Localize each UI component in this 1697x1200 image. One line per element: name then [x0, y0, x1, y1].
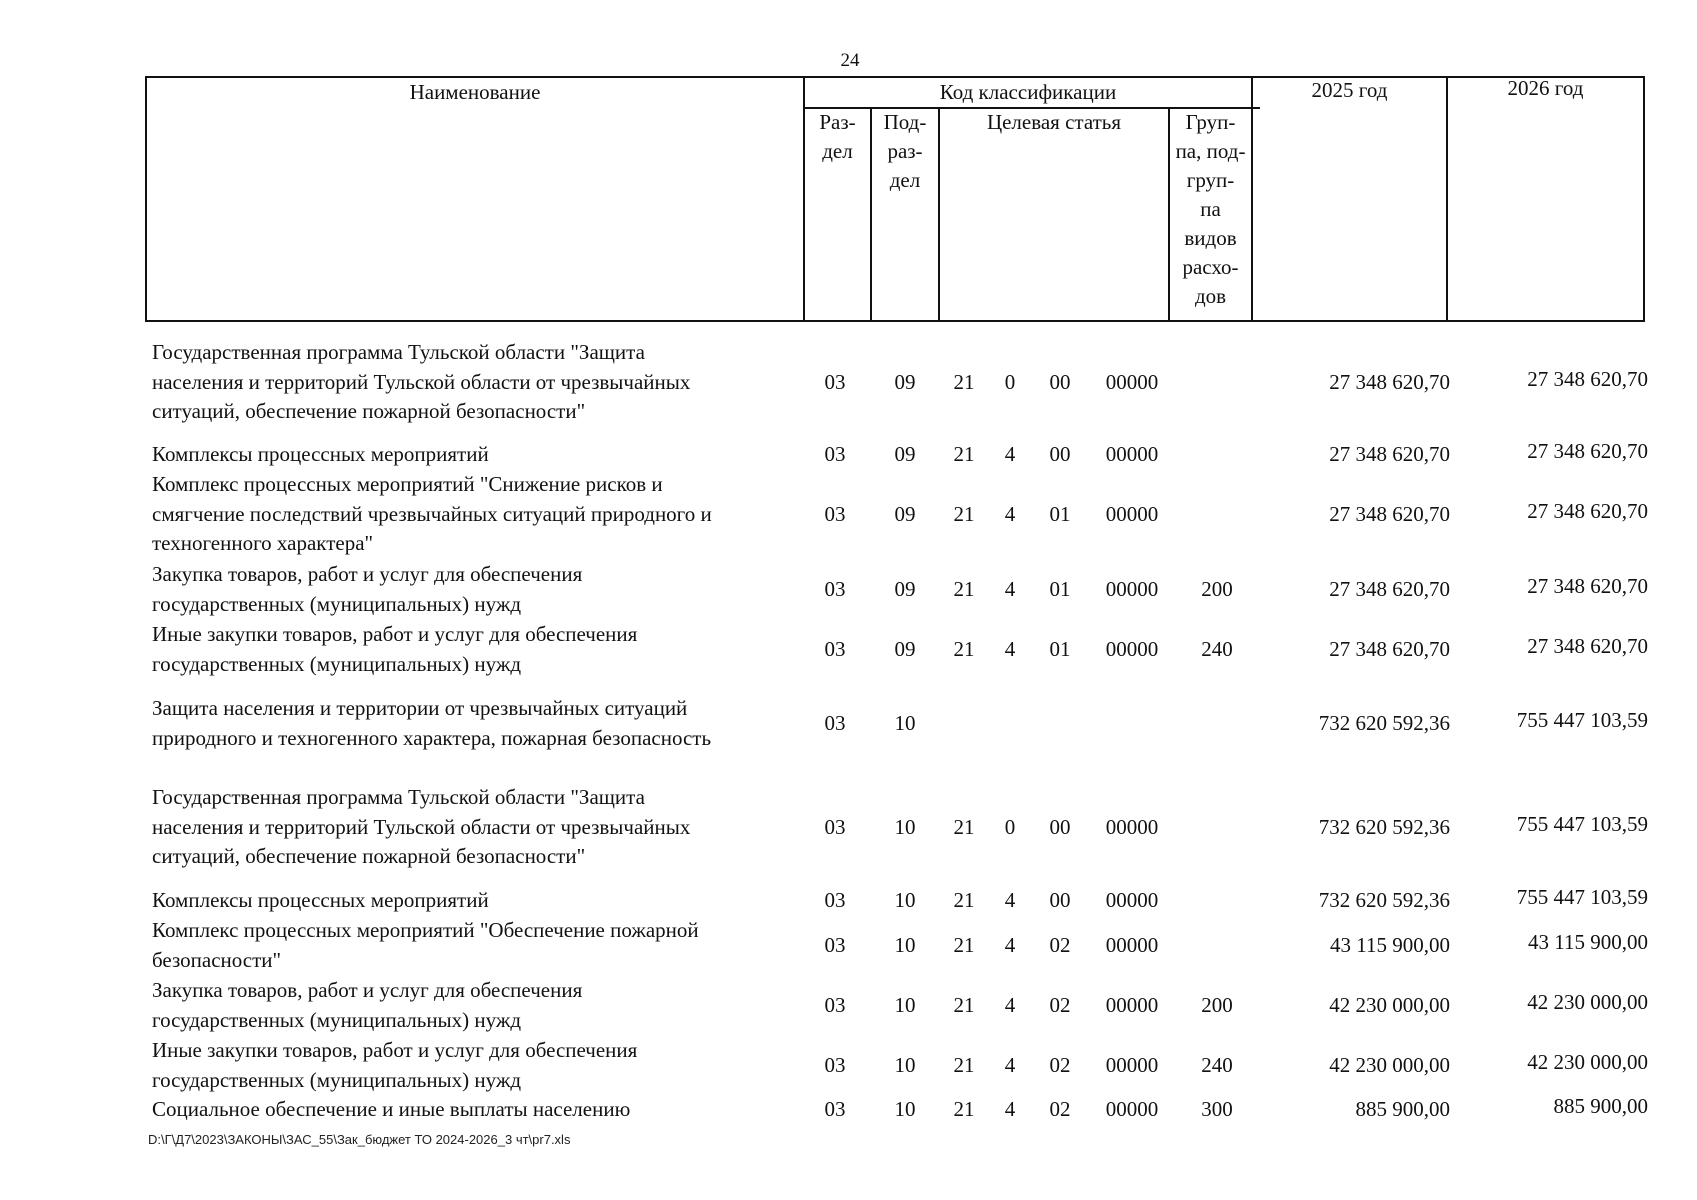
- divider: [1251, 78, 1253, 320]
- cell-amount-2025: 885 900,00: [1355, 1097, 1450, 1122]
- cell-target-main: 01: [1049, 577, 1071, 601]
- cell-target-subprogram: 4: [1004, 501, 1016, 526]
- cell-target-direction: 00000: [1105, 993, 1159, 1017]
- cell-amount-2026: 43 115 900,00: [1528, 930, 1648, 954]
- cell-amount-2025: 732 620 592,36: [1318, 711, 1450, 735]
- page-number: 24: [840, 50, 860, 71]
- cell-target-program: 21: [953, 442, 975, 467]
- cell-name: [152, 976, 802, 1035]
- cell-name-line: смягчение последствий чрезвычайных ситуаций природного и: [152, 501, 712, 526]
- cell-name-line: населения и территорий Тульской области от чрезвычайных: [152, 369, 691, 394]
- cell-subsection: 09: [894, 501, 916, 526]
- cell-target-main: 00: [1049, 888, 1071, 913]
- cell-subsection: 10: [894, 814, 916, 839]
- table-header: [145, 76, 1645, 322]
- cell-amount-2025: 42 230 000,00: [1329, 993, 1450, 1017]
- cell-target-main: 02: [1049, 1097, 1071, 1122]
- cell-name-line: населения и территорий Тульской области от чрезвычайных: [152, 814, 691, 839]
- header-name: Наименование: [409, 80, 541, 104]
- cell-target-subprogram: 4: [1004, 1097, 1016, 1122]
- cell-subsection: 10: [894, 993, 916, 1017]
- cell-target-main: 00: [1049, 369, 1071, 394]
- cell-target-direction: 00000: [1105, 1053, 1159, 1077]
- cell-target-direction: 00000: [1105, 577, 1159, 601]
- cell-section: 03: [824, 442, 846, 467]
- cell-amount-2026: 42 230 000,00: [1527, 990, 1648, 1014]
- cell-amount-2025: 27 348 620,70: [1329, 637, 1450, 661]
- cell-name-line: ситуаций, обеспечение пожарной безопасности": [152, 844, 586, 868]
- cell-amount-2026: 27 348 620,70: [1527, 574, 1648, 598]
- divider: [1446, 78, 1448, 320]
- cell-target-main: 00: [1049, 442, 1071, 467]
- cell-amount-2026: 885 900,00: [1553, 1094, 1648, 1119]
- cell-name: [152, 916, 802, 975]
- cell-target-program: 21: [953, 814, 975, 839]
- cell-expense-group: 240: [1201, 637, 1233, 661]
- cell-name-line: Закупка товаров, работ и услуг для обеспечения: [152, 562, 583, 586]
- cell-amount-2025: 42 230 000,00: [1329, 1053, 1450, 1077]
- cell-amount-2026: 755 447 103,59: [1516, 885, 1648, 910]
- cell-name-line: техногенного характера": [152, 531, 374, 555]
- cell-name: [152, 470, 802, 559]
- cell-expense-group: 300: [1201, 1097, 1233, 1122]
- cell-target-program: 21: [953, 369, 975, 394]
- cell-subsection: 09: [894, 577, 916, 601]
- cell-section: 03: [824, 993, 846, 1017]
- cell-name: [152, 440, 802, 470]
- cell-target-direction: 00000: [1105, 442, 1159, 467]
- cell-name: [152, 620, 802, 679]
- cell-name-line: государственных (муниципальных) нужд: [152, 591, 522, 616]
- cell-amount-2025: 732 620 592,36: [1318, 888, 1450, 913]
- header-year-2025: 2025 год: [1311, 78, 1388, 102]
- cell-amount-2025: 27 348 620,70: [1329, 577, 1450, 601]
- header-subsection: Под- раз- дел: [883, 110, 927, 192]
- cell-target-subprogram: 0: [1004, 369, 1016, 394]
- cell-target-main: 02: [1049, 933, 1071, 957]
- header-target-article: Целевая статья: [986, 110, 1122, 134]
- cell-name-line: Закупка товаров, работ и услуг для обеспечения: [152, 978, 583, 1002]
- cell-target-main: 00: [1049, 814, 1071, 839]
- cell-name-line: природного и техногенного характера, пожарная безопасность: [152, 725, 712, 750]
- cell-subsection: 10: [894, 711, 916, 735]
- cell-target-direction: 00000: [1105, 888, 1159, 913]
- cell-target-program: 21: [953, 1053, 975, 1077]
- cell-name-line: Комплекс процессных мероприятий "Обеспечение пожарной: [152, 918, 699, 942]
- cell-target-program: 21: [953, 1097, 975, 1122]
- cell-section: 03: [824, 369, 846, 394]
- header-expense-group: Груп- па, под- груп- па видов расхо- дов: [1175, 110, 1246, 308]
- cell-target-subprogram: 4: [1004, 888, 1016, 913]
- cell-amount-2025: 27 348 620,70: [1329, 501, 1450, 526]
- cell-name-line: государственных (муниципальных) нужд: [152, 651, 522, 676]
- cell-target-subprogram: 4: [1004, 577, 1016, 601]
- cell-name: [152, 1095, 802, 1125]
- cell-expense-group: 240: [1201, 1053, 1233, 1077]
- cell-target-main: 01: [1049, 637, 1071, 661]
- cell-target-direction: 00000: [1105, 814, 1159, 839]
- cell-amount-2026: 42 230 000,00: [1527, 1050, 1648, 1074]
- cell-name: [152, 886, 802, 916]
- cell-amount-2026: 27 348 620,70: [1527, 498, 1648, 523]
- cell-name-line: безопасности": [152, 947, 282, 972]
- cell-name: [152, 1036, 802, 1095]
- cell-amount-2026: 755 447 103,59: [1516, 811, 1648, 836]
- cell-section: 03: [824, 711, 846, 735]
- cell-name: [152, 694, 802, 753]
- file-path-footer: D:\Г\Д7\2023\ЗАКОНЫ\ЗАС_55\Зак_бюджет ТО 2024-2026_3 чт\pr7.xls: [148, 1132, 571, 1147]
- cell-target-direction: 00000: [1105, 933, 1159, 957]
- divider: [938, 108, 940, 320]
- cell-section: 03: [824, 933, 846, 957]
- cell-target-subprogram: 4: [1004, 993, 1016, 1017]
- cell-expense-group: 200: [1201, 577, 1233, 601]
- cell-target-direction: 00000: [1105, 369, 1159, 394]
- cell-amount-2025: 43 115 900,00: [1330, 933, 1450, 957]
- cell-target-program: 21: [953, 993, 975, 1017]
- cell-target-program: 21: [953, 637, 975, 661]
- cell-subsection: 09: [894, 637, 916, 661]
- cell-target-subprogram: 0: [1004, 814, 1016, 839]
- cell-amount-2026: 27 348 620,70: [1527, 366, 1648, 391]
- cell-target-program: 21: [953, 577, 975, 601]
- cell-section: 03: [824, 1097, 846, 1122]
- cell-name-line: Государственная программа Тульской области "Защита: [152, 340, 645, 364]
- cell-name-line: Социальное обеспечение и иные выплаты населению: [152, 1097, 631, 1121]
- cell-name: [152, 783, 802, 872]
- cell-name-line: ситуаций, обеспечение пожарной безопасности": [152, 399, 586, 423]
- cell-target-subprogram: 4: [1004, 442, 1016, 467]
- cell-amount-2025: 27 348 620,70: [1329, 369, 1450, 394]
- cell-target-direction: 00000: [1105, 1097, 1159, 1122]
- header-section: Раз- дел: [819, 110, 856, 163]
- cell-name-line: Государственная программа Тульской области "Защита: [152, 785, 645, 809]
- cell-name-line: Иные закупки товаров, работ и услуг для обеспечения: [152, 1038, 638, 1062]
- cell-section: 03: [824, 814, 846, 839]
- header-year-2026: 2026 год: [1507, 76, 1584, 100]
- cell-section: 03: [824, 888, 846, 913]
- cell-target-direction: 00000: [1105, 501, 1159, 526]
- cell-section: 03: [824, 1053, 846, 1077]
- cell-section: 03: [824, 577, 846, 601]
- cell-target-direction: 00000: [1105, 637, 1159, 661]
- cell-name-line: Комплексы процессных мероприятий: [152, 888, 489, 912]
- cell-subsection: 09: [894, 369, 916, 394]
- cell-expense-group: 200: [1201, 993, 1233, 1017]
- cell-target-main: 01: [1049, 501, 1071, 526]
- cell-amount-2026: 27 348 620,70: [1527, 439, 1648, 464]
- cell-target-subprogram: 4: [1004, 1053, 1016, 1077]
- cell-target-subprogram: 4: [1004, 637, 1016, 661]
- cell-name-line: Комплекс процессных мероприятий "Снижение рисков и: [152, 472, 663, 496]
- cell-name-line: государственных (муниципальных) нужд: [152, 1067, 522, 1092]
- header-code-group: Код классификации: [939, 80, 1117, 104]
- cell-name-line: государственных (муниципальных) нужд: [152, 1007, 522, 1032]
- cell-target-program: 21: [953, 888, 975, 913]
- cell-subsection: 10: [894, 1053, 916, 1077]
- cell-target-program: 21: [953, 501, 975, 526]
- cell-section: 03: [824, 637, 846, 661]
- cell-target-main: 02: [1049, 993, 1071, 1017]
- cell-target-subprogram: 4: [1004, 933, 1016, 957]
- cell-amount-2026: 755 447 103,59: [1516, 708, 1648, 732]
- cell-target-program: 21: [953, 933, 975, 957]
- cell-subsection: 10: [894, 1097, 916, 1122]
- cell-section: 03: [824, 501, 846, 526]
- cell-subsection: 10: [894, 888, 916, 913]
- cell-target-main: 02: [1049, 1053, 1071, 1077]
- cell-name: [152, 338, 802, 427]
- cell-subsection: 10: [894, 933, 916, 957]
- cell-name: [152, 560, 802, 619]
- cell-name-line: Иные закупки товаров, работ и услуг для обеспечения: [152, 622, 638, 646]
- cell-name-line: Комплексы процессных мероприятий: [152, 442, 489, 466]
- cell-amount-2026: 27 348 620,70: [1527, 634, 1648, 658]
- cell-amount-2025: 27 348 620,70: [1329, 442, 1450, 467]
- cell-subsection: 09: [894, 442, 916, 467]
- cell-name-line: Защита населения и территории от чрезвычайных ситуаций: [152, 696, 688, 720]
- cell-amount-2025: 732 620 592,36: [1318, 814, 1450, 839]
